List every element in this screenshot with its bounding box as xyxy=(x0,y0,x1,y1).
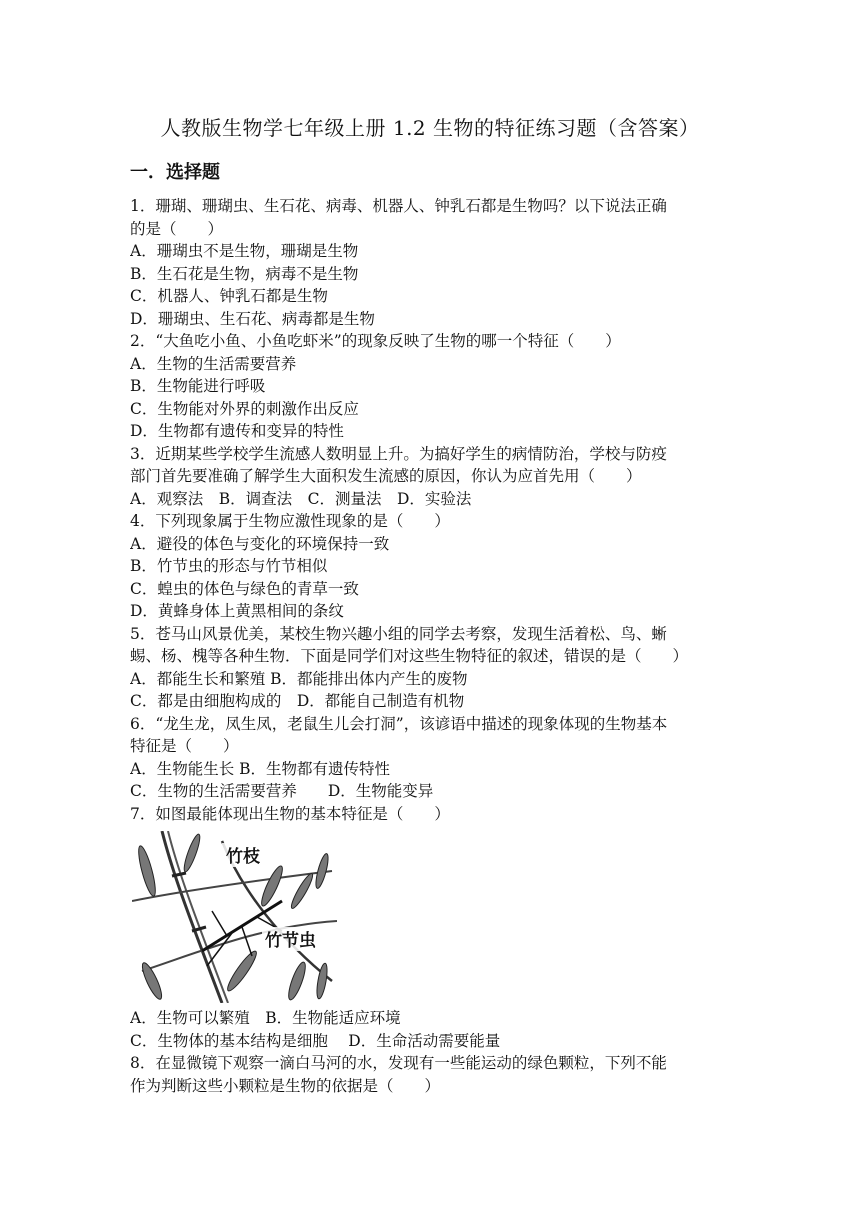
question-list xyxy=(130,195,730,1097)
section-heading: 一．选择题 xyxy=(130,162,220,183)
question-stem: 1．珊瑚、珊瑚虫、生石花、病毒、机器人、钟乳石都是生物吗？以下说法正确 xyxy=(130,197,667,215)
question-stem: 4．下列现象属于生物应激性现象的是（ ） xyxy=(130,512,450,530)
label-bamboo: 竹枝 xyxy=(226,847,260,867)
question-stem: 蜴、杨、槐等各种生物．下面是同学们对这些生物特征的叙述，错误的是（ ） xyxy=(130,647,689,665)
question-stem: 部门首先要准确了解学生大面积发生流感的原因，你认为应首先用（ ） xyxy=(130,467,642,485)
option-d: D．黄蜂身体上黄黑相间的条纹 xyxy=(130,602,344,620)
question-stem: 8．在显微镜下观察一滴白马河的水，发现有一些能运动的绿色颗粒，下列不能 xyxy=(130,1054,667,1072)
option-a: A．避役的体色与变化的环境保持一致 xyxy=(130,534,390,553)
option-b: B．竹节虫的形态与竹节相似 xyxy=(130,557,328,575)
question-stem: 3．近期某些学校学生流感人数明显上升。为搞好学生的病情防治，学校与防疫 xyxy=(130,444,667,463)
question-3 xyxy=(130,443,730,511)
options-row: A．生物能生长 B．生物都有遗传特性 xyxy=(130,759,391,778)
options-row: C．生物的生活需要营养 D．生物能变异 xyxy=(130,782,434,800)
question-stem: 的是（ ） xyxy=(130,219,224,238)
options-row: A．生物可以繁殖 B．生物能适应环境 xyxy=(130,1009,401,1027)
question-8 xyxy=(130,1052,730,1097)
option-c: C．机器人、钟乳石都是生物 xyxy=(130,287,328,305)
question-1 xyxy=(130,195,730,330)
options-row: A．都能生长和繁殖 B．都能排出体内产生的废物 xyxy=(130,669,468,688)
question-6 xyxy=(130,713,730,803)
bamboo-stick-insect-figure xyxy=(132,831,337,1003)
question-stem: 作为判断这些小颗粒是生物的依据是（ ） xyxy=(130,1076,441,1095)
question-stem: 2．“大鱼吃小鱼、小鱼吃虾米”的现象反映了生物的哪一个特征（ ） xyxy=(130,332,621,350)
option-b: B．生石花是生物，病毒不是生物 xyxy=(130,264,359,283)
option-c: C．生物能对外界的刺激作出反应 xyxy=(130,399,359,418)
option-d: D．生物都有遗传和变异的特性 xyxy=(130,422,344,440)
options-row: C．生物体的基本结构是细胞 D．生命活动需要能量 xyxy=(130,1031,501,1050)
option-d: D．珊瑚虫、生石花、病毒都是生物 xyxy=(130,309,375,328)
question-7 xyxy=(130,803,730,1053)
option-a: A．生物的生活需要营养 xyxy=(130,354,297,373)
bamboo-illustration xyxy=(132,831,337,1003)
question-stem: 7．如图最能体现出生物的基本特征是（ ） xyxy=(130,804,450,823)
question-stem: 6．“龙生龙，凤生凤，老鼠生儿会打洞”，该谚语中描述的现象体现的生物基本 xyxy=(130,714,668,733)
options-row: A．观察法 B．调查法 C．测量法 D．实验法 xyxy=(130,489,472,508)
question-2 xyxy=(130,330,730,443)
option-b: B．生物能进行呼吸 xyxy=(130,377,266,395)
option-c: C．蝗虫的体色与绿色的青草一致 xyxy=(130,579,359,598)
question-4 xyxy=(130,510,730,623)
label-stick-insect: 竹节虫 xyxy=(265,931,316,951)
question-5 xyxy=(130,623,730,713)
option-a: A．珊瑚虫不是生物，珊瑚是生物 xyxy=(130,242,359,260)
question-stem: 5．苍马山风景优美，某校生物兴趣小组的同学去考察，发现生活着松、鸟、蜥 xyxy=(130,624,667,643)
document-title: 人教版生物学七年级上册 1.2 生物的特征练习题（含答案） xyxy=(160,116,700,140)
options-row: C．都是由细胞构成的 D．都能自己制造有机物 xyxy=(130,692,465,710)
question-stem: 特征是（ ） xyxy=(130,737,239,755)
